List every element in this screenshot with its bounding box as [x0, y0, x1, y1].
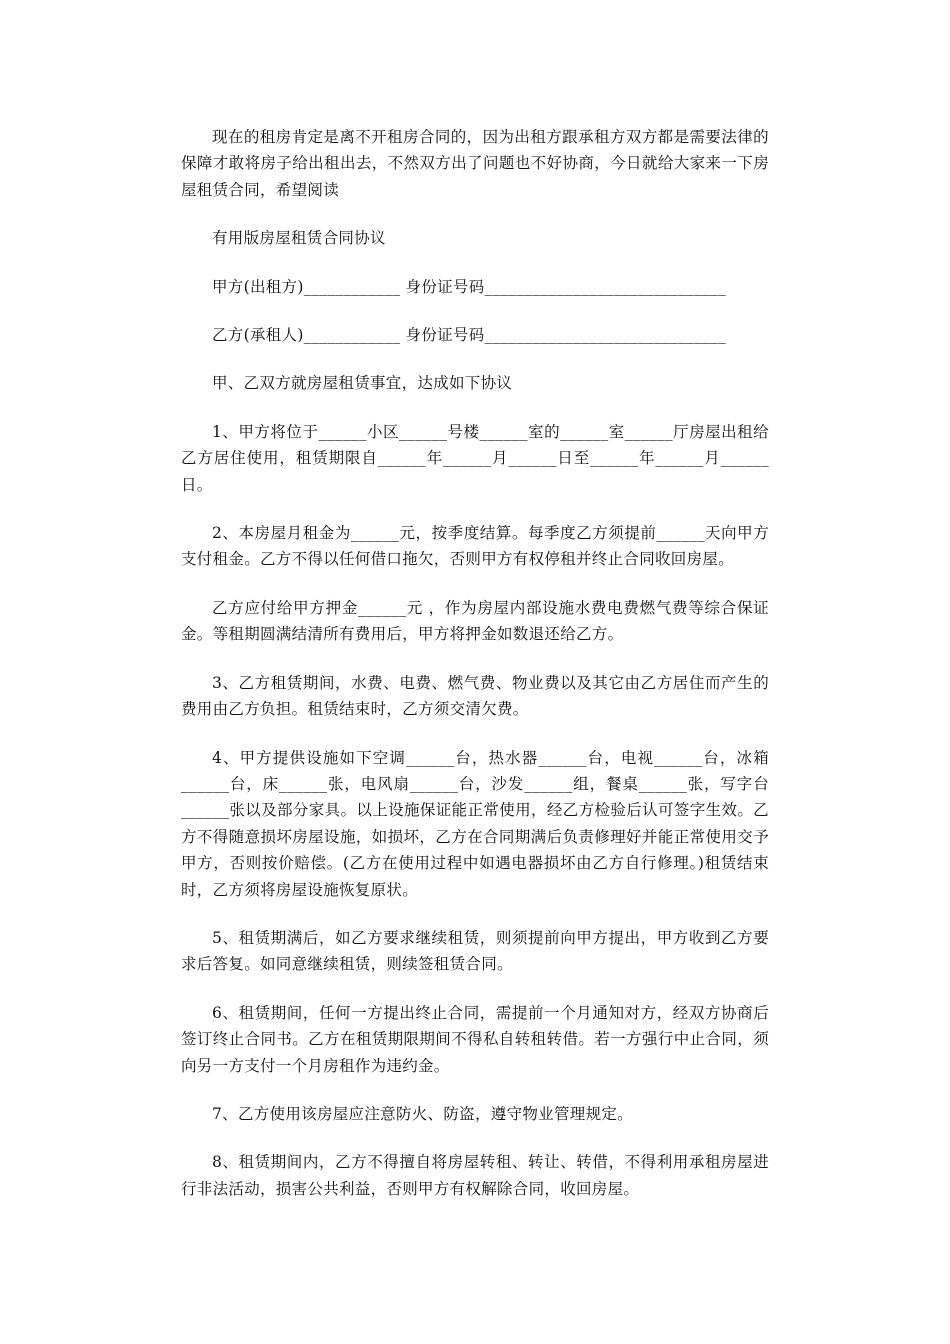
preamble-paragraph: 甲、乙双方就房屋租赁事宜，达成如下协议 [212, 374, 513, 393]
clause-4: 4、甲方提供设施如下空调______台，热水器______台，电视______台，冰箱______台，床______张，电风扇______台，沙发______组，餐桌______张，写字台______张以及部分家具。以上设施保证能正常使用，经乙方检验后认可签字生效。乙方不得随意损坏房屋设施，如损坏，乙方在合同期满后负责修理好并能正常使用交予甲方，否则按价赔偿。(乙方在使用过程中如遇电器损坏由乙方自行修理。)租赁结束时，乙方须将房屋设施恢复原状。 [181, 748, 769, 899]
clause-3: 3、乙方租赁期间，水费、电费、燃气费、物业费以及其它由乙方居住而产生的费用由乙方负担。租赁结束时，乙方须交清欠费。 [181, 673, 769, 719]
clause-7: 7、乙方使用该房屋应注意防火、防盗，遵守物业管理规定。 [212, 1104, 633, 1123]
intro-paragraph: 现在的租房肯定是离不开租房合同的，因为出租方跟承租方双方都是需要法律的保障才敢将房子给出租出去，不然双方出了问题也不好协商，今日就给大家来一下房屋租赁合同，希望阅读 [181, 128, 769, 199]
clause-5: 5、租赁期满后，如乙方要求继续租赁，则须提前向甲方提出，甲方收到乙方要求后答复。如同意继续租赁，则续签租赁合同。 [181, 928, 769, 974]
document-page [181, 124, 769, 1224]
document-title: 有用版房屋租赁合同协议 [212, 229, 386, 248]
clause-2: 2、本房屋月租金为______元，按季度结算。每季度乙方须提前______天向甲方支付租金。乙方不得以任何借口拖欠，否则甲方有权停租并终止合同收回房屋。 [181, 524, 769, 569]
clause-6: 6、租赁期间，任何一方提出终止合同，需提前一个月通知对方，经双方协商后签订终止合同书。乙方在租赁期限期间不得私自转租转借。若一方强行中止合同，须向另一方支付一个月房租作为违约金。 [181, 1003, 769, 1075]
party-b-line: 乙方(承租人)____________ 身份证号码______________________________ [212, 326, 727, 345]
deposit-paragraph: 乙方应付给甲方押金______元 ，作为房屋内部设施水费电费燃气费等综合保证金。等租期圆满结清所有费用后，甲方将押金如数退还给乙方。 [181, 598, 769, 644]
clause-8: 8、租赁期间内，乙方不得擅自将房屋转租、转让、转借，不得利用承租房屋进行非法活动，损害公共利益，否则甲方有权解除合同，收回房屋。 [181, 1153, 769, 1198]
party-a-line: 甲方(出租方)____________ 身份证号码______________________________ [212, 277, 727, 296]
clause-1: 1、甲方将位于______小区______号楼______室的______室______厅房屋出租给乙方居住使用，租赁期限自______年______月______日至______年______月______日。 [181, 422, 769, 494]
